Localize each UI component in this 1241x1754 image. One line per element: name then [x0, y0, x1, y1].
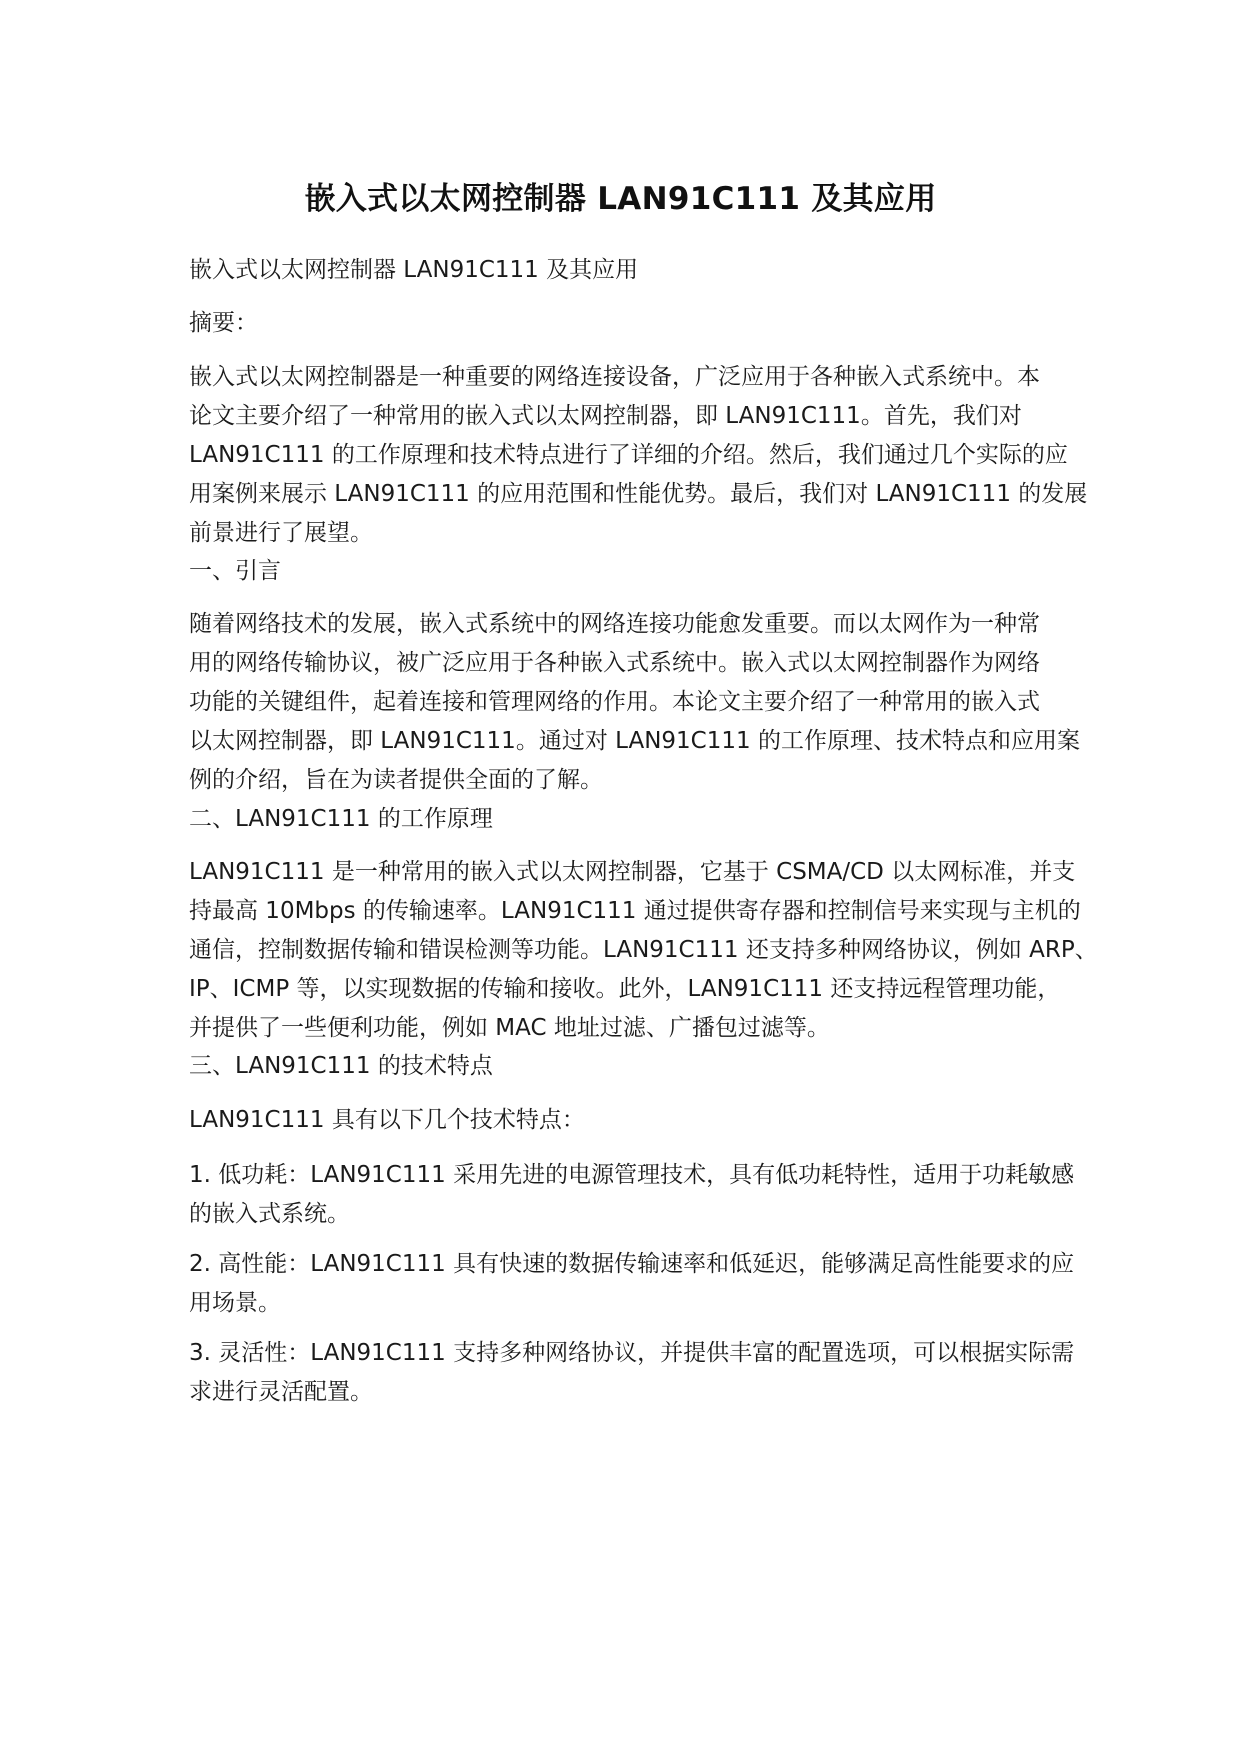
document-title: 嵌入式以太网控制器 LAN91C111 及其应用 — [304, 181, 937, 217]
section-heading-features — [189, 1047, 1069, 1086]
features-intro — [189, 1101, 1069, 1140]
abstract-heading — [189, 304, 1069, 343]
paragraph-subtitle — [189, 251, 1069, 290]
feature-item — [189, 1156, 1075, 1234]
paragraph-line: 摘要： — [189, 310, 258, 336]
working-principle-body — [189, 853, 1098, 1048]
paragraph-line: 用的网络传输协议，被广泛应用于各种嵌入式系统中。嵌入式以太网控制器作为网络 — [189, 650, 1040, 676]
paragraph-line: LAN91C111 具有以下几个技术特点： — [189, 1107, 585, 1133]
feature-item — [189, 1334, 1075, 1412]
paragraph-line: 2. 高性能：LAN91C111 具有快速的数据传输速率和低延迟，能够满足高性能要求的应 — [189, 1251, 1075, 1277]
section-heading-introduction — [189, 552, 1069, 591]
feature-item — [189, 1245, 1075, 1323]
introduction-body — [189, 605, 1080, 800]
paragraph-line: 用案例来展示 LAN91C111 的应用范围和性能优势。最后，我们对 LAN91C111 的发展 — [189, 481, 1088, 507]
paragraph-line: 前景进行了展望。 — [189, 520, 373, 546]
paragraph-line: 嵌入式以太网控制器是一种重要的网络连接设备，广泛应用于各种嵌入式系统中。本 — [189, 364, 1040, 390]
paragraph-line: 以太网控制器，即 LAN91C111。通过对 LAN91C111 的工作原理、技术特点和应用案 — [189, 728, 1080, 754]
paragraph-line: 通信，控制数据传输和错误检测等功能。LAN91C111 还支持多种网络协议，例如 ARP、 — [189, 937, 1098, 963]
paragraph-line: 例的介绍，旨在为读者提供全面的了解。 — [189, 767, 603, 793]
paragraph-line: LAN91C111 是一种常用的嵌入式以太网控制器，它基于 CSMA/CD 以太网标准，并支 — [189, 859, 1076, 885]
paragraph-line: 的嵌入式系统。 — [189, 1201, 350, 1227]
paragraph-line: 嵌入式以太网控制器 LAN91C111 及其应用 — [189, 257, 639, 283]
paragraph-line: 随着网络技术的发展，嵌入式系统中的网络连接功能愈发重要。而以太网作为一种常 — [189, 611, 1040, 637]
paragraph-line: 1. 低功耗：LAN91C111 采用先进的电源管理技术，具有低功耗特性，适用于功耗敏感 — [189, 1162, 1075, 1188]
paragraph-line: 论文主要介绍了一种常用的嵌入式以太网控制器，即 LAN91C111。首先，我们对 — [189, 403, 1022, 429]
paragraph-line: 一、引言 — [189, 558, 281, 584]
paragraph-line: IP、ICMP 等，以实现数据的传输和接收。此外，LAN91C111 还支持远程管理功能， — [189, 976, 1061, 1002]
abstract-body — [189, 358, 1088, 553]
paragraph-line: 功能的关键组件，起着连接和管理网络的作用。本论文主要介绍了一种常用的嵌入式 — [189, 689, 1040, 715]
paragraph-line: 三、LAN91C111 的技术特点 — [189, 1053, 493, 1079]
paragraph-line: LAN91C111 的工作原理和技术特点进行了详细的介绍。然后，我们通过几个实际的应 — [189, 442, 1068, 468]
paragraph-line: 二、LAN91C111 的工作原理 — [189, 806, 493, 832]
paragraph-line: 并提供了一些便利功能，例如 MAC 地址过滤、广播包过滤等。 — [189, 1015, 830, 1041]
paragraph-line: 用场景。 — [189, 1290, 281, 1316]
paragraph-line: 3. 灵活性：LAN91C111 支持多种网络协议，并提供丰富的配置选项，可以根据实际需 — [189, 1340, 1075, 1366]
paragraph-line: 求进行灵活配置。 — [189, 1379, 373, 1405]
section-heading-working-principle — [189, 800, 1069, 839]
paragraph-line: 持最高 10Mbps 的传输速率。LAN91C111 通过提供寄存器和控制信号来实现与主机的 — [189, 898, 1081, 924]
